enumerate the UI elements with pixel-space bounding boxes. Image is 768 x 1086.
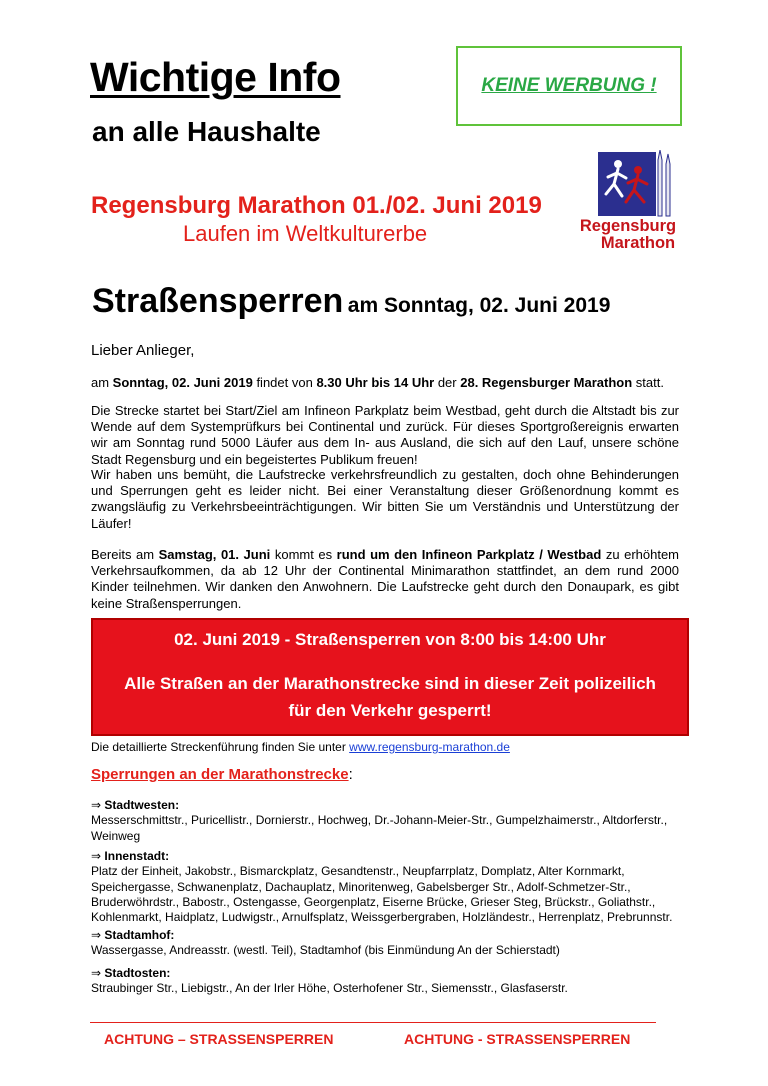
route-info-text: Die detaillierte Streckenführung finden Sie unter (91, 740, 350, 754)
district-innenstadt (91, 849, 679, 925)
text-segment: der (434, 375, 461, 390)
greeting: Lieber Anlieger, (91, 342, 195, 359)
text-segment: findet von (252, 375, 317, 390)
footer-warning-left: ACHTUNG – STRASSENSPERREN (104, 1031, 334, 1047)
runners-icon (574, 150, 690, 218)
no-advertising-label: KEINE WERBUNG ! (481, 75, 657, 96)
text-segment: am (91, 375, 113, 390)
district-streets: Platz der Einheit, Jakobstr., Bismarckplatz, Gesandtenstr., Neupfarrplatz, Domplatz, Alter Kornmarkt, Speichergasse, Schwanenplatz, Dachauplatz, Minoritenweg, Gabelsberger Str., Adolf-Schmetzer-Str., Bruderwöhrdstr., Babostr., Ostengasse, Georgenplatz, Eiserne Brücke, Grieser Steg, Brückstr., Goliathstr., Kohlenmarkt, Haidplatz, Ludwigstr., Arnulfsplatz, Weissgerbergraben, Holzländestr., Herrenplatz, Prebrunnstr. (91, 864, 673, 925)
notice-line-3-text: für den Verkehr gesperrt! (288, 701, 492, 720)
notice-line-2-text: Alle Straßen an der Marathonstrecke sind in dieser Zeit polizeilich (124, 674, 656, 693)
location-highlight: rund um den Infineon Parkplatz / Westbad (336, 547, 602, 562)
closures-headline-main: Straßensperren (92, 282, 344, 320)
text-segment: kommt es (270, 547, 337, 562)
closures-headline-date: am Sonntag, 02. Juni 2019 (347, 294, 611, 317)
notice-line-2 (93, 670, 687, 724)
closures-heading-text: Sperrungen an der Marathonstrecke (91, 766, 349, 783)
district-streets: Straubinger Str., Liebigstr., An der Irler Höhe, Osterhofener Str., Siemensstr., Glasfaserstr. (91, 981, 568, 996)
no-advertising-box (456, 46, 682, 126)
notice-line-1: 02. Juni 2019 - Straßensperren von 8:00 bis 14:00 Uhr (174, 630, 606, 649)
arrow-icon: ⇒ (91, 798, 102, 812)
event-title: Regensburg Marathon 01./02. Juni 2019 (91, 192, 542, 219)
district-name: Innenstadt: (104, 849, 170, 863)
logo-line-1: Regensburg (579, 217, 677, 235)
closures-heading-colon: : (348, 766, 353, 783)
text-segment: zu erhöhtem Verkehrsaufkommen, da ab 12 Uhr der Continental Minimarathon stattfindet, an dem rund 2000 Kinder teilnehmen. Wir danken den Anwohnern. Die Laufstrecke geht durch den Donaupark, es gibt keine Straßensperrungen. (91, 547, 680, 611)
closures-headline (92, 282, 610, 321)
district-name: Stadtosten: (104, 966, 171, 980)
district-streets: Messerschmittstr., Puricellistr., Dornierstr., Hochweg, Dr.-Johann-Meier-Str., Gumpelzhaimerstr., Altdorferstr., Weinweg (91, 813, 668, 843)
district-name: Stadtamhof: (104, 928, 175, 942)
district-stadtamhof (91, 928, 679, 959)
paragraph-route: Die Strecke startet bei Start/Ziel am Infineon Parkplatz beim Westbad, geht durch die Altstadt bis zur Wende auf dem Systemprüfkurs bei Continental und zurück. Für dieses Sportgroßereignis erwarten wir am Sonntag rund 5000 Läufer aus dem In- aus Ausland, die sich auf den Lauf, unsere schöne Stadt Regensburg und ein begeistertes Publikum freuen! (91, 403, 679, 467)
time-highlight: 8.30 Uhr bis 14 Uhr (316, 375, 435, 390)
district-stadtwesten (91, 798, 679, 844)
arrow-icon: ⇒ (91, 928, 102, 942)
event-highlight: 28. Regensburger Marathon (460, 375, 633, 390)
district-stadtosten (91, 966, 679, 997)
page-title: Wichtige Info (90, 54, 341, 100)
district-streets: Wassergasse, Andreasstr. (westl. Teil), Stadtamhof (bis Einmündung An der Schierstadt) (91, 943, 560, 958)
route-info (91, 740, 510, 754)
paragraph-apology: Wir haben uns bemüht, die Laufstrecke verkehrsfreundlich zu gestalten, doch ohne Behinderungen und Sperrungen geht es leider nicht. Bei einer Veranstaltung dieser Größenordnung kommt es zwangsläufig zu Verkehrsbeeinträchtigungen. Wir bitten Sie um Verständnis und Unterstützung der Läufer! (91, 467, 679, 531)
paragraph-date (91, 375, 679, 391)
footer-divider (90, 1022, 656, 1023)
logo-text (574, 218, 690, 252)
footer-warning-right: ACHTUNG - STRASSENSPERREN (404, 1031, 631, 1047)
website-link[interactable]: www.regensburg-marathon.de (349, 740, 510, 754)
closures-heading (91, 766, 353, 783)
date-highlight: Sonntag, 02. Juni 2019 (112, 375, 253, 390)
road-closure-notice (91, 618, 689, 736)
text-segment: statt. (632, 375, 664, 390)
page-subtitle: an alle Haushalte (92, 116, 321, 147)
paragraph-saturday (91, 547, 679, 612)
regensburg-marathon-logo (574, 150, 690, 266)
district-name: Stadtwesten: (104, 798, 180, 812)
arrow-icon: ⇒ (91, 849, 102, 863)
event-tagline: Laufen im Weltkulturerbe (183, 221, 428, 246)
arrow-icon: ⇒ (91, 966, 102, 980)
logo-line-2: Marathon (600, 234, 676, 252)
text-segment: Bereits am (91, 547, 159, 562)
saturday-highlight: Samstag, 01. Juni (158, 547, 271, 562)
